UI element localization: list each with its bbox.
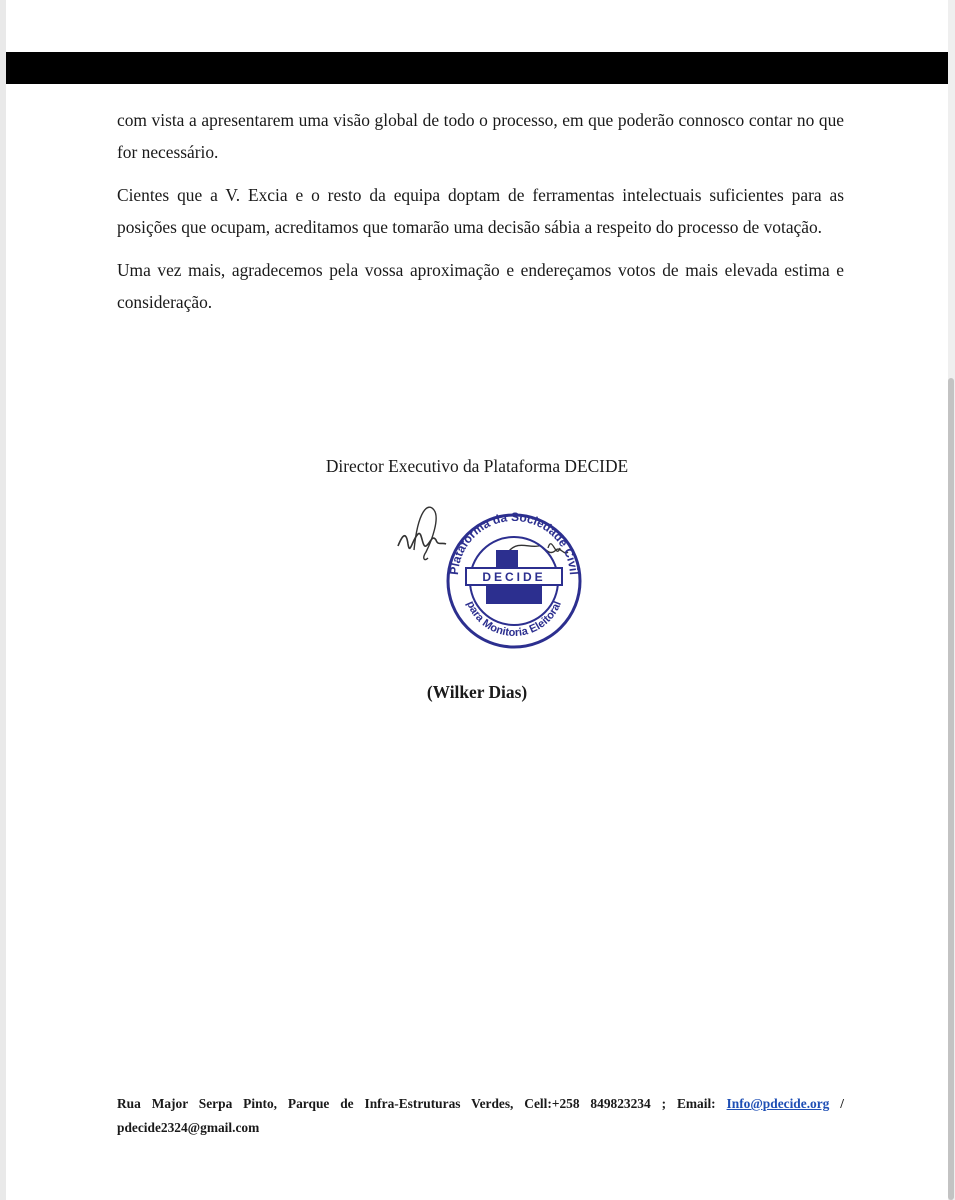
email-link[interactable]: Info@pdecide.org (726, 1096, 830, 1111)
paragraph: Cientes que a V. Excia e o resto da equipa doptam de ferramentas intelectuais suficientes para as posições que ocupam, acreditamos que tomarão uma decisão sábia a respeito do processo de votação. (117, 185, 844, 237)
stamp-image (388, 500, 584, 650)
ballot-box-icon (486, 584, 542, 604)
signature-stroke (398, 533, 446, 548)
signatory-name: (Wilker Dias) (426, 682, 528, 702)
paragraph: Uma vez mais, agradecemos pela vossa aproximação e endereçamos votos de mais elevada estima e consideração. (117, 260, 844, 312)
stamp-top-text: Plataforma da Sociedade Civil (446, 509, 581, 576)
paragraph: com vista a apresentarem uma visão global de todo o processo, em que poderão connosco contar no que for necessário. (117, 110, 844, 162)
footer-email-alt: pdecide2324@gmail.com (117, 1120, 260, 1135)
signature-stroke (414, 507, 436, 559)
stamp-bottom-text: para Monitoria Eleitoral (464, 599, 564, 640)
signatory-title: Director Executivo da Plataforma DECIDE (325, 456, 629, 476)
footer-address: Rua Major Serpa Pinto, Parque de Infra-Estruturas Verdes, Cell:+258 849823234 ; Email: (117, 1096, 727, 1111)
letter-body (117, 104, 844, 329)
document-page (6, 0, 948, 1200)
signature-and-stamp (388, 500, 584, 650)
stamp-center-text: DECIDE (482, 570, 546, 584)
footer-line (117, 1092, 844, 1116)
scrollbar[interactable] (948, 0, 955, 1200)
page-footer (117, 1092, 844, 1140)
footer-separator: / (829, 1096, 844, 1111)
scrollbar-thumb[interactable] (948, 378, 954, 1200)
header-band (6, 52, 948, 84)
